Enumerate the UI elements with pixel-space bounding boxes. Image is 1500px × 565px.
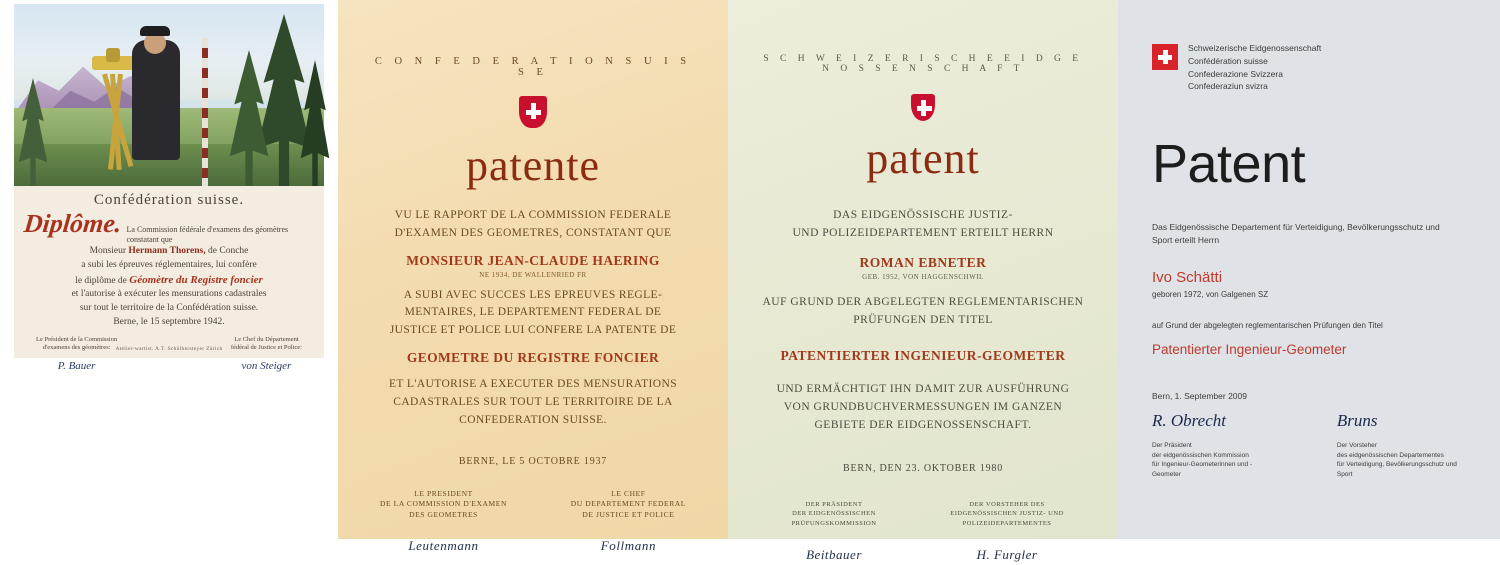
confederation-heading: Confédération suisse. xyxy=(93,192,245,208)
swiss-cross-icon xyxy=(1152,44,1178,70)
body-line-7: CADASTRALES SUR TOUT LE TERRITOIRE DE LA xyxy=(393,395,673,408)
recipient-details: GEB. 1952, VON HAGGENSCHWIL xyxy=(862,272,984,281)
body-line-7: GEBIETE DER EIDGENOSSENSCHAFT. xyxy=(814,419,1032,432)
certificate-panel-2009-patent xyxy=(1118,0,1500,539)
signature-caption-right: Der Vorsteher des eidgenössischen Departementes für Verteidigung, Bevölkerungsschutz und Sport xyxy=(1336,442,1457,478)
recipient-line xyxy=(24,245,314,259)
logo-line-rm: Confederaziun svizra xyxy=(1188,81,1268,92)
body-text: auf Grund der abgelegten reglementarischen Prüfungen den Titel xyxy=(1152,321,1383,331)
body-line-5: JUSTICE ET POLICE LUI CONFERE LA PATENTE DE xyxy=(389,324,677,337)
printer-credit: Atelier-wartist. A.T. Schülhersteyer Zürich xyxy=(115,346,223,352)
surveyor-figure xyxy=(132,40,180,160)
signature-caption-left: Le Président de la Commission d'examens des géomètres: xyxy=(36,335,118,352)
signature-block-right xyxy=(932,500,1082,565)
recipient-name: Hermann Thorens, xyxy=(128,246,206,256)
signature-caption-left: DER PRÄSIDENT DER EIDGENÖSSISCHEN PRÜFUNGSKOMMISSION xyxy=(791,500,877,527)
signature-left: P. Bauer xyxy=(57,359,96,372)
signature-right: Follmann xyxy=(600,538,657,554)
recipient-details: geboren 1972, von Galgenen SZ xyxy=(1152,290,1269,300)
page-title: patente xyxy=(465,141,601,190)
body-line-3: AUF GRUND DER ABGELEGTEN REGLEMENTARISCHEN xyxy=(762,295,1084,308)
signature-left: Leutenmann xyxy=(408,538,479,554)
body-line-5: UND ERMÄCHTIGT IHN DAMIT ZUR AUSFÜHRUNG xyxy=(776,382,1070,395)
page-title: Patent xyxy=(1152,134,1306,194)
patent-content xyxy=(728,0,1118,565)
body-line-1: VU LE RAPPORT DE LA COMMISSION FEDERALE xyxy=(394,209,672,221)
logo-line-fr: Confédération suisse xyxy=(1188,55,1268,66)
confederation-heading: C O N F E D E R A T I O N S U I S S E xyxy=(374,56,692,78)
body-line-2: UND POLIZEIDEPARTEMENT ERTEILT HERRN xyxy=(792,227,1054,240)
patente-content xyxy=(338,0,728,556)
federal-logo-text xyxy=(1188,42,1321,93)
award-title: PATENTIERTER INGENIEUR-GEOMETER xyxy=(780,347,1066,363)
surveyor-hat xyxy=(140,26,170,36)
certificate-panel-1942-diplome xyxy=(0,0,338,539)
issue-date: 15 septembre 1942. xyxy=(150,317,225,327)
recipient-name: ROMAN EBNETER xyxy=(859,254,987,270)
signature-caption-right: LE CHEF DU DEPARTEMENT FEDERAL DE JUSTICE ET POLICE xyxy=(570,488,686,520)
body-line-2: D'EXAMEN DES GEOMETRES, CONSTATANT QUE xyxy=(394,226,672,239)
award-title: Géomètre du Registre foncier xyxy=(129,273,263,286)
issue-place-date: Bern, 1. September 2009 xyxy=(1152,391,1247,402)
levelling-staff-icon xyxy=(202,38,208,186)
body-line-6: ET L'AUTORISE A EXECUTER DES MENSURATIONS xyxy=(389,378,677,391)
page-title: Diplôme. xyxy=(22,209,124,238)
signature-caption-right: Le Chef du Département fédéral de Justice et Police: xyxy=(230,335,302,352)
recipient-details: NE 1934, DE WALLENRIED FR xyxy=(479,270,587,279)
intro-text: La Commission fédérale d'examens des géomètres constatant que xyxy=(126,225,289,244)
signature-row xyxy=(36,336,302,373)
signature-right: H. Furgler xyxy=(976,547,1038,562)
signature-block-right xyxy=(231,336,302,373)
signature-block-left xyxy=(36,336,117,373)
issue-place: Berne, le xyxy=(113,317,148,327)
award-title: GEOMETRE DU REGISTRE FONCIER xyxy=(406,350,660,366)
certificate-panel-1937-patente xyxy=(338,0,728,554)
recipient-name: Ivo Schätti xyxy=(1152,269,1223,287)
body-line-3: A SUBI AVEC SUCCES LES EPREUVES REGLE- xyxy=(403,288,663,301)
body-line-2 xyxy=(24,273,314,289)
modern-patent-content xyxy=(1118,0,1500,479)
signature-caption-left: Der Präsident der eidgenössischen Kommission für Ingenieur-Geometerinnen und -Geometer xyxy=(1152,442,1253,478)
signature-left: Beitbauer xyxy=(806,547,862,562)
swiss-coat-of-arms-icon xyxy=(519,96,547,128)
issue-place-date: BERN, DEN 23. OKTOBER 1980 xyxy=(842,462,1004,474)
signature-row xyxy=(1152,411,1466,479)
body-line-6: VON GRUNDBUCHVERMESSUNGEN IM GANZEN xyxy=(783,400,1063,413)
award-prefix: le diplôme de xyxy=(75,275,127,286)
signature-block-right xyxy=(571,489,686,556)
diplome-text-block xyxy=(14,186,324,373)
federal-logo xyxy=(1152,42,1466,93)
recipient-name: MONSIEUR JEAN-CLAUDE HAERING xyxy=(406,252,660,268)
page-title: patent xyxy=(866,134,980,183)
lead-text: Das Eidgenössische Departement für Verteidigung, Bevölkerungsschutz und Sport erteilt Herrn xyxy=(1152,222,1440,246)
body-line-1: DAS EIDGENÖSSISCHE JUSTIZ- xyxy=(833,209,1013,221)
signature-right: von Steiger xyxy=(241,359,292,372)
issue-place-date: BERNE, LE 5 OCTOBRE 1937 xyxy=(458,455,608,467)
body-line-4: MENTAIRES, LE DEPARTEMENT FEDERAL DE xyxy=(404,306,662,319)
signature-block-left xyxy=(764,500,904,565)
logo-line-it: Confederazione Svizzera xyxy=(1188,68,1283,79)
signature-row xyxy=(764,500,1082,565)
body-line-8: CONFEDERATION SUISSE. xyxy=(459,413,607,426)
confederation-heading: S C H W E I Z E R I S C H E E I D G E N O S S E N S C H A F T xyxy=(763,54,1083,74)
body-line-4: sur tout le territoire de la Confédération suisse. xyxy=(79,303,259,314)
surveyor-illustration xyxy=(14,4,324,186)
signature-row xyxy=(380,489,686,556)
certificate-panel-1980-patent xyxy=(728,0,1118,562)
signature-block-right xyxy=(1337,411,1466,479)
signature-right: Bruns xyxy=(1336,411,1378,431)
signature-caption-right: DER VORSTEHER DES EIDGENÖSSISCHEN JUSTIZ- UND POLIZEIDEPARTEMENTES xyxy=(950,500,1064,527)
theodolite-body-icon xyxy=(106,48,120,62)
body-line-4: PRÜFUNGEN DEN TITEL xyxy=(853,314,993,327)
diplome-card xyxy=(14,4,324,372)
person-prefix: Monsieur xyxy=(89,246,127,256)
logo-line-de: Schweizerische Eidgenossenschaft xyxy=(1188,43,1322,53)
person-origin: de Conche xyxy=(208,246,249,256)
signature-caption-left: LE PRESIDENT DE LA COMMISSION D'EXAMEN DES GEOMETRES xyxy=(380,488,507,520)
issue-place-date xyxy=(24,316,314,330)
body-line-3: et l'autorise à exécuter les mensurations cadastrales xyxy=(71,289,267,300)
body-line-1: a subi les épreuves réglementaires, lui confère xyxy=(81,259,257,270)
swiss-coat-of-arms-icon xyxy=(911,94,935,121)
signature-block-left xyxy=(1152,411,1261,479)
signature-block-left xyxy=(380,489,507,556)
signature-left: R. Obrecht xyxy=(1152,411,1226,431)
title-row xyxy=(24,209,314,245)
award-title: Patentierter Ingenieur-Geometer xyxy=(1152,342,1347,358)
